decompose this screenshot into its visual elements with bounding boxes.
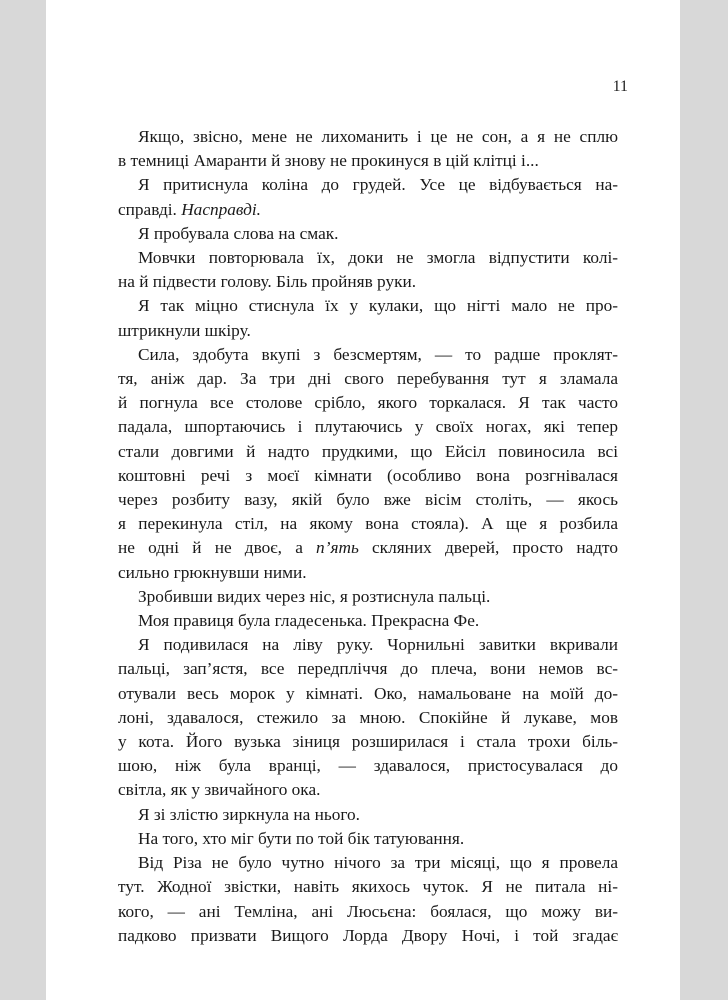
text-line (118, 924, 618, 948)
text-line-content: Мовчки повторювала їх, доки не змогла відпустити колі- (138, 248, 618, 268)
text-line-content: отували весь морок у кімнаті. Око, намальоване на моїй до- (118, 683, 618, 703)
text-line (118, 391, 618, 415)
text-line-content: Я так міцно стиснула їх у кулаки, що нігті мало не про- (138, 296, 618, 316)
text-line (118, 415, 618, 439)
text-line (118, 536, 618, 560)
text-line-content: не одні й не двоє, а (118, 538, 317, 558)
text-line (118, 222, 618, 246)
text-line (118, 851, 618, 875)
text-line-content: тя, аніж дар. За три дні свого перебування тут я зламала (118, 369, 618, 389)
text-line (118, 246, 618, 270)
text-line (118, 343, 618, 367)
text-line (118, 198, 618, 222)
text-line (118, 464, 618, 488)
text-line-content: Якщо, звісно, мене не лихоманить і це не сон, а я не сплю (138, 127, 618, 146)
text-line-content: пальці, зап’ястя, все передпліччя до плеча, вони немов вс- (118, 659, 618, 679)
text-line (118, 294, 618, 318)
text-line-content: я перекинула стіл, на якому вона стояла). А ще я розбила (118, 514, 618, 534)
text-line-content: лоні, здавалося, стежило за мною. Спокійне й лукаве, мов (118, 707, 618, 727)
text-line (118, 633, 618, 657)
text-line-content: справді. (118, 199, 182, 219)
text-line-content: тут. Жодної звістки, навіть якихось чуток. Я не питала ні- (118, 877, 618, 897)
text-line (118, 900, 618, 924)
text-line (118, 803, 618, 827)
text-line-content: стали довгими й надто прудкими, що Ейсіл повиносила всі (118, 441, 618, 461)
text-line-content: Від Різа не було чутно нічого за три місяці, що я провела (138, 853, 618, 873)
text-line-content: на й підвести голову. Біль пройняв руки. (118, 272, 417, 292)
text-line (118, 585, 618, 609)
text-line-content: Я зі злістю зиркнула на нього. (138, 804, 360, 824)
text-line-content: й погнула все столове срібло, якого торкалася. Я так часто (118, 393, 618, 413)
text-line-content: штрикнули шкіру. (118, 320, 251, 340)
text-line-content: Зробивши видих через ніс, я розтиснула пальці. (138, 586, 491, 606)
text-line (118, 512, 618, 536)
emphasis-text: Насправді. (181, 199, 261, 219)
text-line-content: падково призвати Вищого Лорда Двору Ночі, і той згадає (118, 925, 618, 945)
emphasis-text: п’ять (316, 538, 359, 558)
text-line (118, 488, 618, 512)
book-page (46, 0, 680, 1000)
text-line-continuation: скляних дверей, просто надто (358, 538, 618, 558)
page-number: 11 (612, 78, 628, 95)
text-line (118, 149, 618, 173)
text-line-content: Я притиснула коліна до грудей. Усе це відбувається на- (138, 175, 618, 195)
text-line (118, 778, 618, 802)
text-line (118, 827, 618, 851)
text-line (118, 657, 618, 681)
text-line (118, 561, 618, 585)
text-line (118, 270, 618, 294)
text-line (118, 706, 618, 730)
text-line (118, 367, 618, 391)
text-line-content: в темниці Амаранти й знову не прокинуся в цій клітці і... (118, 151, 539, 171)
text-line (118, 682, 618, 706)
text-line (118, 319, 618, 343)
text-line-content: падала, шпортаючись і плутаючись у своїх ногах, які тепер (118, 417, 618, 437)
body-text (118, 125, 618, 948)
text-line (118, 754, 618, 778)
text-line-content: На того, хто міг бути по той бік татуювання. (138, 828, 465, 848)
text-line (118, 440, 618, 464)
text-line-content: Моя правиця була гладесенька. Прекрасна Фе. (138, 611, 480, 631)
text-line-content: кого, — ані Темліна, ані Люсьєна: боялася, що можу ви- (118, 901, 618, 921)
text-line (118, 875, 618, 899)
text-line-content: Сила, здобута вкупі з безсмертям, — то радше проклят- (138, 344, 618, 364)
text-line-content: шою, ніж була вранці, — здавалося, пристосувалася до (118, 756, 618, 776)
text-line (118, 730, 618, 754)
text-line (118, 173, 618, 197)
text-line-content: сильно грюкнувши ними. (118, 562, 307, 582)
text-line-content: Я подивилася на ліву руку. Чорнильні завитки вкривали (138, 635, 618, 655)
text-line-content: через розбиту вазу, якій було вже вісім століть, — якось (118, 490, 618, 510)
text-line-content: Я пробувала слова на смак. (138, 223, 339, 243)
text-line (118, 125, 618, 149)
text-line-content: у кота. Його вузька зіниця розширилася і стала трохи біль- (118, 732, 618, 752)
text-line-content: коштовні речі з моєї кімнати (особливо вона розгнівалася (118, 465, 618, 485)
text-line-content: світла, як у звичайного ока. (118, 780, 321, 800)
text-line (118, 609, 618, 633)
